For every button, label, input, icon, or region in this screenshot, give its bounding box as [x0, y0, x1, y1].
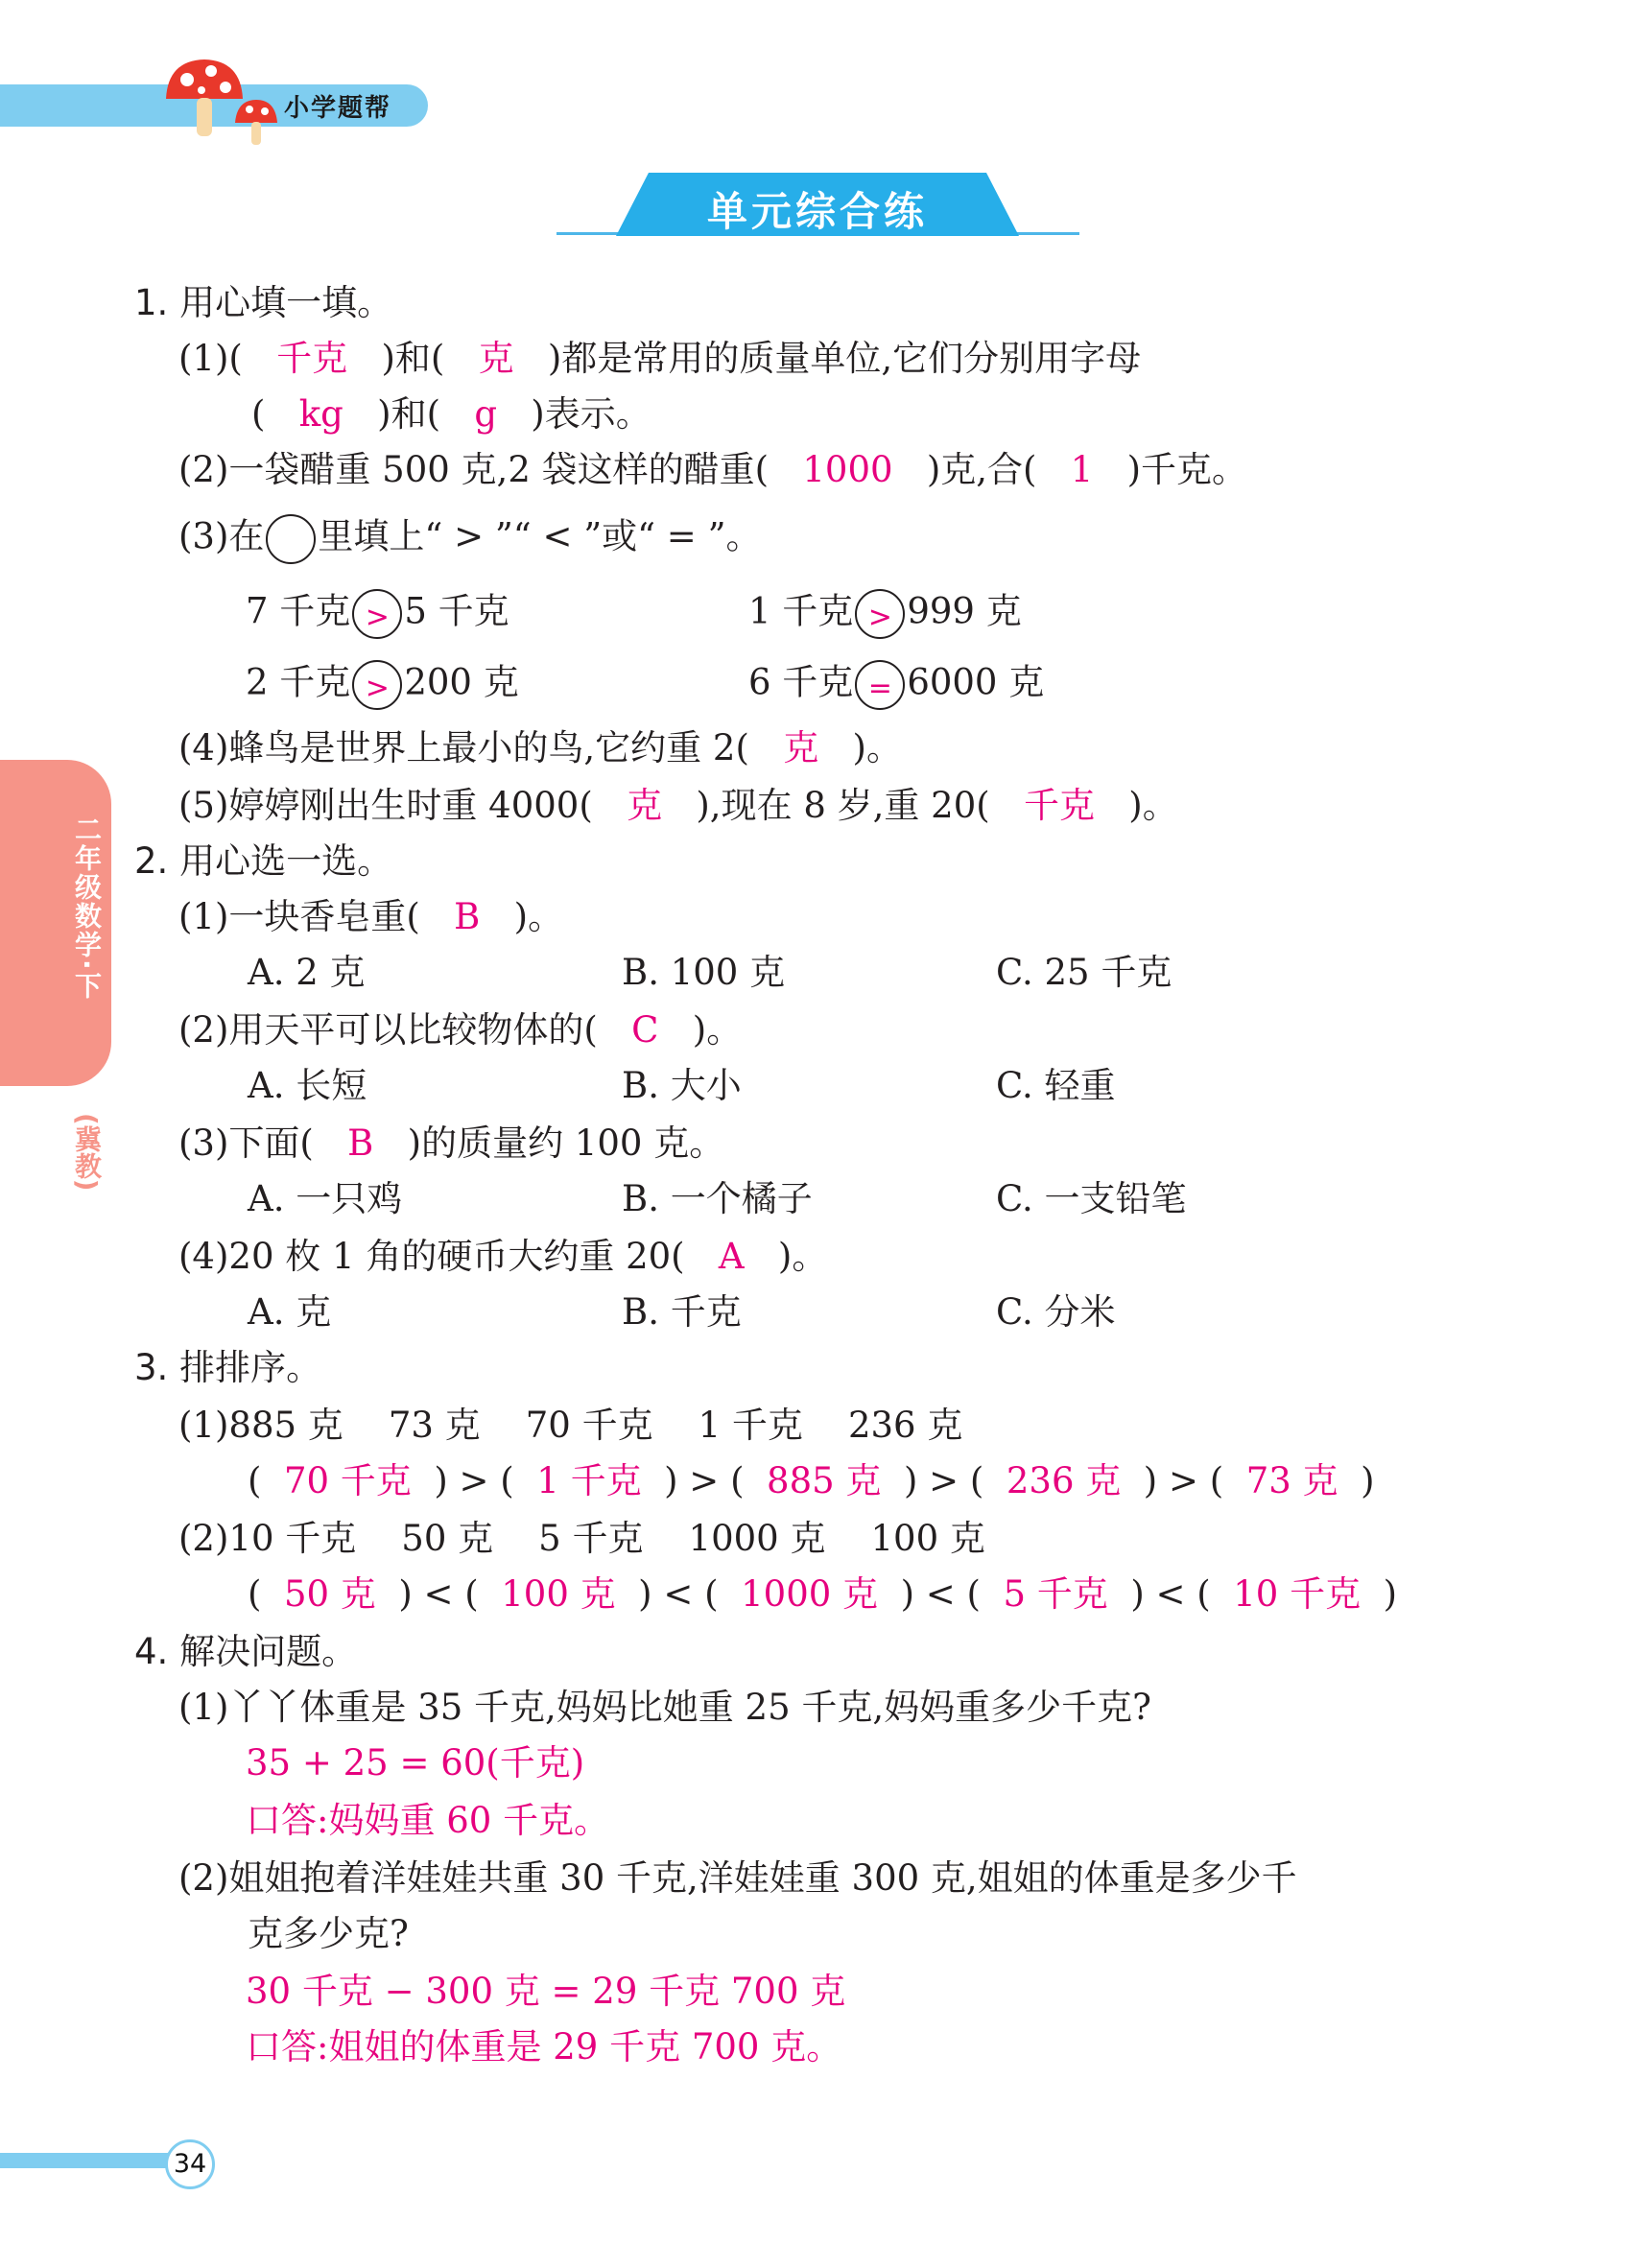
q2-item: (4)20 枚 1 角的硬币大约重 20( A )。 [178, 1236, 828, 1277]
option: B. 100 克 [622, 952, 786, 993]
blank-circle-icon [266, 514, 316, 564]
option: A. 一只鸡 [248, 1178, 403, 1219]
answer: 100 克 [501, 1573, 616, 1615]
q3-s1-answer: ( 70 千克 ) > ( 1 千克 ) > ( 885 克 ) > ( 236 克 ) > ( 73 克 ) [248, 1460, 1375, 1501]
answer: 千克 [276, 338, 348, 379]
answer: 1000 克 [741, 1573, 879, 1615]
q1-s1-line1: (1)( 千克 )和( 克 )都是常用的质量单位,它们分别用字母 [178, 338, 1142, 379]
answer: 克 [627, 785, 663, 826]
q3-s1-list: (1)885 克 73 克 70 千克 1 千克 236 克 [178, 1405, 963, 1446]
option: A. 克 [248, 1291, 332, 1333]
q1-s2: (2)一袋醋重 500 克,2 袋这样的醋重( 1000 )克,合( 1 )千克。 [178, 449, 1248, 490]
answer: A [718, 1236, 745, 1277]
option: C. 分米 [996, 1291, 1116, 1333]
answer: g [474, 393, 497, 435]
q3-s2-list: (2)10 千克 50 克 5 千克 1000 克 100 克 [178, 1518, 985, 1559]
answer: B [347, 1122, 374, 1164]
footer-band [0, 2153, 182, 2168]
q3-s2-answer: ( 50 克 ) < ( 100 克 ) < ( 1000 克 ) < ( 5 千克 ) < ( 10 千克 ) [248, 1573, 1398, 1615]
q4-s1-calc: 35 + 25 = 60(千克) [246, 1742, 585, 1784]
option: B. 千克 [622, 1291, 742, 1333]
answer: 克 [478, 338, 514, 379]
option: C. 一支铅笔 [996, 1178, 1187, 1219]
option: B. 大小 [622, 1065, 742, 1106]
compare-item: 2 千克 > 200 克 [246, 660, 519, 710]
answer: 236 克 [1006, 1460, 1122, 1501]
answer: 50 克 [283, 1573, 376, 1615]
q1-s1-line2: ( kg )和( g )表示。 [251, 393, 651, 435]
q2-heading: 2. 用心选一选。 [134, 840, 393, 882]
answer: 克 [783, 727, 819, 768]
answer: 885 克 [767, 1460, 882, 1501]
q1-s5: (5)婷婷刚出生时重 4000( 克 ),现在 8 岁,重 20( 千克 )。 [178, 785, 1178, 826]
answer: C [631, 1009, 659, 1051]
q1-s3: (3)在 里填上“ > ”“ < ”或“ = ”。 [178, 514, 762, 564]
option: C. 轻重 [996, 1065, 1116, 1106]
option: A. 2 克 [248, 952, 366, 993]
q4-s1-question: (1)丫丫体重是 35 千克,妈妈比她重 25 千克,妈妈重多少千克? [178, 1687, 1151, 1728]
q4-s2-answer: 口答:姐姐的体重是 29 千克 700 克。 [246, 2026, 842, 2067]
answer: 73 克 [1245, 1460, 1338, 1501]
q1-heading: 1. 用心填一填。 [134, 282, 393, 323]
q4-s2-calc: 30 千克 − 300 克 = 29 千克 700 克 [246, 1971, 846, 2012]
compare-item: 6 千克 = 6000 克 [748, 660, 1044, 710]
q2-item: (3)下面( B )的质量约 100 克。 [178, 1122, 725, 1164]
compare-item: 7 千克 > 5 千克 [246, 589, 509, 639]
answer: kg [298, 393, 343, 435]
side-tab-sub: (冀教) [71, 1113, 103, 1192]
answer: 70 千克 [283, 1460, 412, 1501]
brand-label: 小学题帮 [284, 94, 392, 123]
page-title: 单元综合练 [706, 188, 928, 235]
option: B. 一个橘子 [622, 1178, 813, 1219]
option: C. 25 千克 [996, 952, 1172, 993]
answer: 1 [1070, 449, 1094, 490]
side-tab-label: 二年级数学·下 [71, 815, 103, 1001]
q2-item: (2)用天平可以比较物体的( C )。 [178, 1009, 743, 1051]
answer: 1 千克 [536, 1460, 642, 1501]
answer: 10 千克 [1233, 1573, 1362, 1615]
option: A. 长短 [248, 1065, 367, 1106]
answer: 5 千克 [1003, 1573, 1108, 1615]
answer: 1000 [802, 449, 893, 490]
compare-item: 1 千克 > 999 克 [748, 589, 1022, 639]
answer: B [454, 896, 481, 937]
q4-s2-question-cont: 克多少克? [248, 1913, 409, 1954]
mushroom-icon [158, 56, 283, 152]
q4-heading: 4. 解决问题。 [134, 1631, 358, 1672]
q4-s2-question: (2)姐姐抱着洋娃娃共重 30 千克,洋娃娃重 300 克,姐姐的体重是多少千 [178, 1857, 1297, 1899]
answer: 千克 [1023, 785, 1095, 826]
page-number: 34 [165, 2139, 215, 2189]
q1-s4: (4)蜂鸟是世界上最小的鸟,它约重 2( 克 )。 [178, 727, 902, 768]
q2-item: (1)一块香皂重( B )。 [178, 896, 564, 937]
q3-heading: 3. 排排序。 [134, 1347, 322, 1388]
q4-s1-answer: 口答:妈妈重 60 千克。 [246, 1800, 610, 1841]
